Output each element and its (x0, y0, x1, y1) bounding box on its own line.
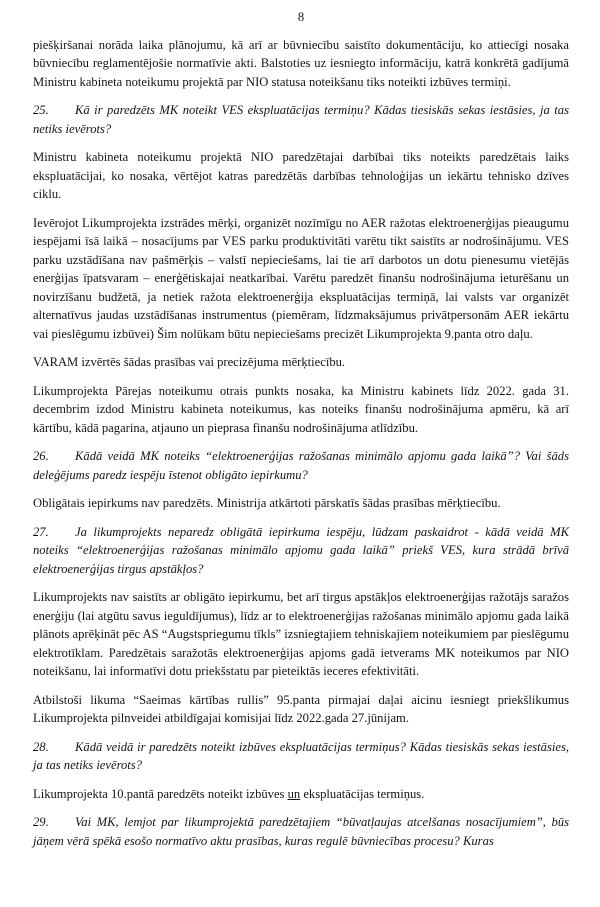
question-25-text: Kā ir paredzēts MK noteikt VES ekspluatācijas termiņu? Kādas tiesiskās sekas iestāsies, ja tas netiks ievērots? (33, 103, 569, 136)
question-29 (33, 813, 569, 850)
answer-25-paragraph-4: Likumprojekta Pārejas noteikumu otrais punkts nosaka, ka Ministru kabinets līdz 2022. gada 31. decembrim izdod Ministru kabineta noteikumus, kas noteiks finanšu nodrošinājuma apmēru, kā arī kārtību, kādā pagarina, atjauno un pieprasa finanšu nodrošinājuma atlīdzību. (33, 383, 569, 435)
answer-25-paragraph-2: Ievērojot Likumprojekta izstrādes mērķi, organizēt nozīmīgu no AER ražotas elektroenerģijas pieaugumu iespējami īsā laikā – nosacījums par VES parku produktivitāti varētu tikt saistīts ar nodrošinājumu. VES parku uzstādīšana nav pašmērķis – valstī nepieciešams, lai tie arī darbotos un dotu pienesumu vietējās enerģijas īpatsvaram – enerģētiskajai neatkarībai. Varētu paredzēt finanšu nodrošinājuma ieturēšanu un novirzīšanu budžetā, ja netiek ražota elektroenerģija ekspluatācijas termiņā, lai valsts var organizēt alternatīvus jaudas uzstādīšanas instrumentus (piemēram, līdzmaksājumus privātpersonām AER iekārtu vai pieslēgumu izbūvei) Šim nolūkam būtu nepieciešams precizēt Likumprojekta 9.panta otro daļu. (33, 215, 569, 341)
answer-25-paragraph-3: VARAM izvērtēs šādas prasības vai precizējuma mērķtiecību. (33, 355, 346, 369)
question-29-number: 29. (33, 815, 49, 829)
answer-27-paragraph-2: Atbilstoši likuma “Saeimas kārtības rullis” 95.panta pirmajai daļai aicinu iesniegt priekšlikumus Likumprojekta pilnveidei atbildīgajai komisijai līdz 2022.gada 27.jūnijam. (33, 692, 569, 725)
answer-28-paragraph (33, 785, 569, 804)
question-27-text: Ja likumprojekts neparedz obligātā iepirkuma iespēju, lūdzam paskaidrot - kādā veidā MK noteiks “elektroenerģijas ražošanas minimālo apjomu gada laikā” priekš VES, kura strādā brīvā elektroenerģijas tirgus apstākļos? (33, 524, 569, 576)
question-27-number: 27. (33, 524, 49, 539)
question-28-number: 28. (33, 739, 49, 754)
question-25-number: 25. (33, 103, 49, 117)
question-28-text: Kādā veidā ir paredzēts noteikt izbūves ekspluatācijas termiņus? Kādas tiesiskās sekas iestāsies, ja tas netiks ievērots? (33, 739, 569, 772)
intro-continuation-paragraph: piešķiršanai norāda laika plānojumu, kā arī ar būvniecību saistīto dokumentāciju, ko attiecīgi nosaka būvniecību reglamentējošie normatīvie akti. Balstoties uz iesniegto informāciju, katrā konkrētā gadījumā Ministru kabineta noteikumu projektā par NIO statusa noteikšanu tiks noteikti izbūves termiņi. (33, 37, 569, 89)
question-25 (33, 101, 569, 138)
answer-25-paragraph-1: Ministru kabineta noteikumu projektā NIO paredzētajai darbībai tiks noteikts paredzētais laiks ekspluatācijai, ko nosaka, vērtējot katras paredzētās darbības tehnoloģijas un iekārtu tehnisko dzīves ciklu. (33, 150, 569, 201)
question-28 (33, 738, 569, 775)
answer-28-text-after: ekspluatācijas termiņus. (300, 786, 425, 801)
question-26 (33, 447, 569, 484)
answer-28-underlined-word: un (287, 786, 301, 801)
answer-27-paragraph-1: Likumprojekts nav saistīts ar obligāto iepirkumu, bet arī tirgus apstākļos elektroenerģijas ražotājs saražos enerģiju (lai atgūtu savus ieguldījumus), līdz ar to elektroenerģijas ražošanas minimālo apjomu gada laikā plānots aprēķināt pēc AS “Augstspriegumu tīkls” izsniegtajiem tehniskajiem noteikumiem par pieslēgumu elektrotīklam. Paredzētais saražotās elektroenerģijas apjoms gadā ietverams MK noteikumos par NIO noteikšanu, lai informatīvi dotu priekšstatu par pieteiktās ieceres efektivitāti. (33, 590, 569, 678)
question-29-text: Vai MK, lemjot par likumprojektā paredzētajiem “būvatļaujas atcelšanas nosacījumiem”, būs jāņem vērā spēkā esošo normatīvo aktu prasības, kuras regulē būvniecības procesu? Kuras (33, 815, 569, 848)
page-number: 8 (297, 10, 305, 24)
question-27 (33, 523, 569, 579)
answer-26-paragraph: Obligātais iepirkums nav paredzēts. Ministrija atkārtoti pārskatīs šādas prasības mērķtiecību. (33, 496, 501, 510)
question-26-text: Kādā veidā MK noteiks “elektroenerģijas ražošanas minimālo apjomu gada laikā”? Vai šāds deleģējums paredz iespēju īstenot obligāto iepirkumu? (33, 449, 569, 482)
answer-28-text-before: Likumprojekta 10.pantā paredzēts noteikt izbūves (33, 786, 288, 801)
question-26-number: 26. (33, 449, 49, 463)
